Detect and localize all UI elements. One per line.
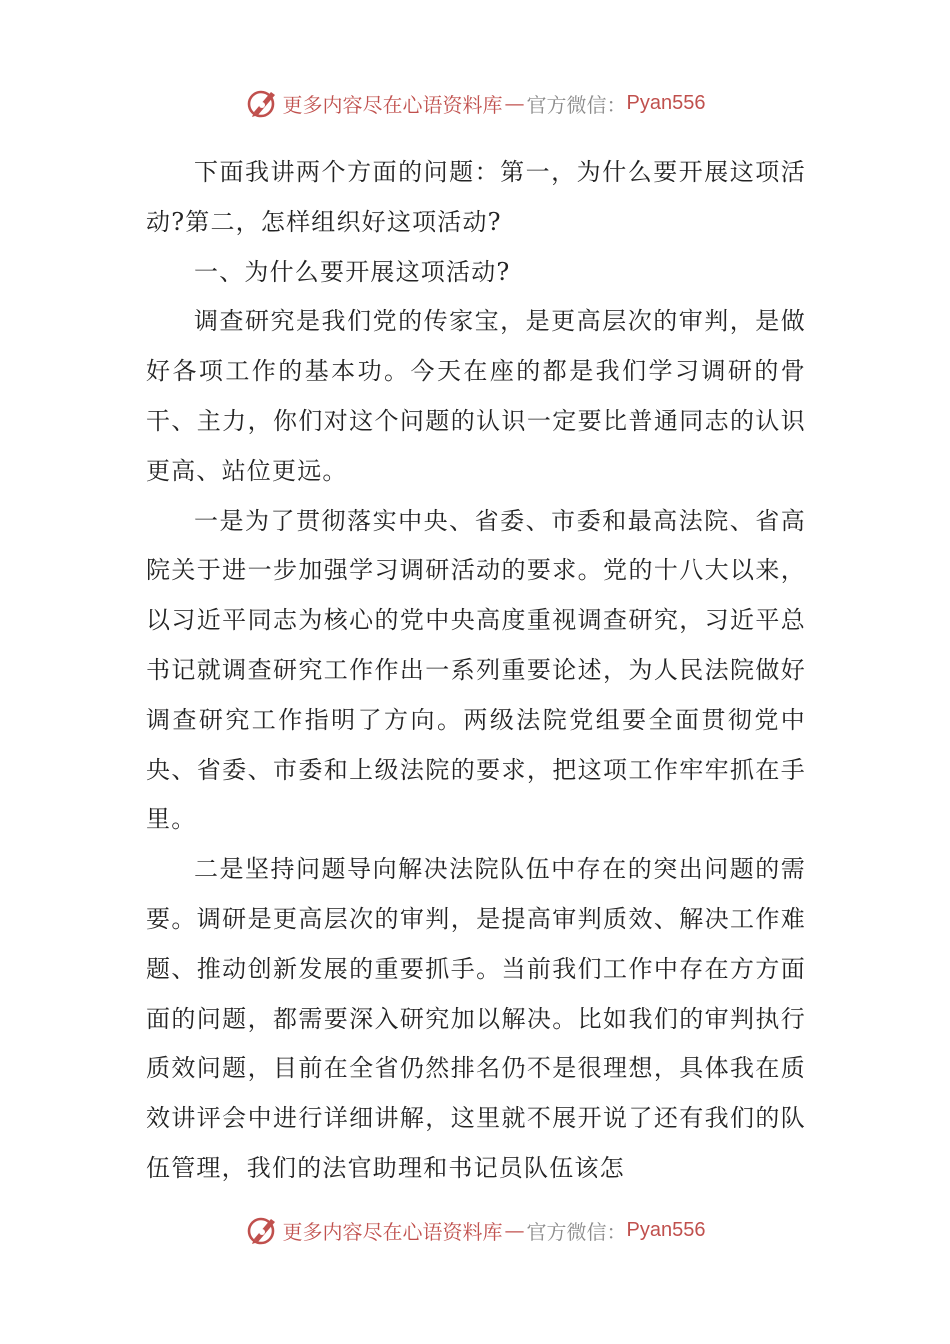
- watermark-dash: —: [504, 91, 525, 115]
- watermark-dash: —: [504, 1218, 525, 1242]
- paragraph-research: 调查研究是我们党的传家宝，是更高层次的审判，是做好各项工作的基本功。今天在座的都是我们学习调研的骨干、主力，你们对这个问题的认识一定要比普通同志的认识更高、站位更远。: [146, 307, 806, 485]
- pen-logo-icon: [245, 86, 279, 120]
- watermark-official: 官方微信：: [526, 92, 627, 117]
- document-body: [146, 148, 806, 1194]
- pen-logo-icon: [245, 1213, 279, 1247]
- watermark-brand: 更多内容尽在心语资料库: [282, 92, 503, 117]
- section-heading: 一、为什么要开展这项活动?: [194, 257, 511, 286]
- watermark-official: 官方微信：: [526, 1219, 627, 1244]
- watermark-wechat-id: Pyan556: [626, 91, 706, 114]
- watermark-wechat-id: Pyan556: [626, 1218, 706, 1241]
- header-watermark: [0, 83, 950, 123]
- paragraph-point-two: 二是坚持问题导向解决法院队伍中存在的突出问题的需要。调研是更高层次的审判，是提高审判质效、解决工作难题、推动创新发展的重要抓手。当前我们工作中存在方方面面的问题，都需要深入研究加以解决。比如我们的审判执行质效问题，目前在全省仍然排名仍不是很理想，具体我在质效讲评会中进行详细讲解，这里就不展开说了还有我们的队伍管理，我们的法官助理和书记员队伍该怎: [146, 855, 806, 1182]
- paragraph-point-one: 一是为了贯彻落实中央、省委、市委和最高法院、省高院关于进一步加强学习调研活动的要求。党的十八大以来，以习近平同志为核心的党中央高度重视调查研究，习近平总书记就调查研究工作作出一系列重要论述，为人民法院做好调查研究工作指明了方向。两级法院党组要全面贯彻党中央、省委、市委和上级法院的要求，把这项工作牢牢抓在手里。: [146, 506, 806, 834]
- paragraph-intro: 下面我讲两个方面的问题：第一，为什么要开展这项活动?第二，怎样组织好这项活动?: [146, 158, 806, 236]
- footer-watermark: [0, 1210, 950, 1250]
- watermark-brand: 更多内容尽在心语资料库: [282, 1219, 503, 1244]
